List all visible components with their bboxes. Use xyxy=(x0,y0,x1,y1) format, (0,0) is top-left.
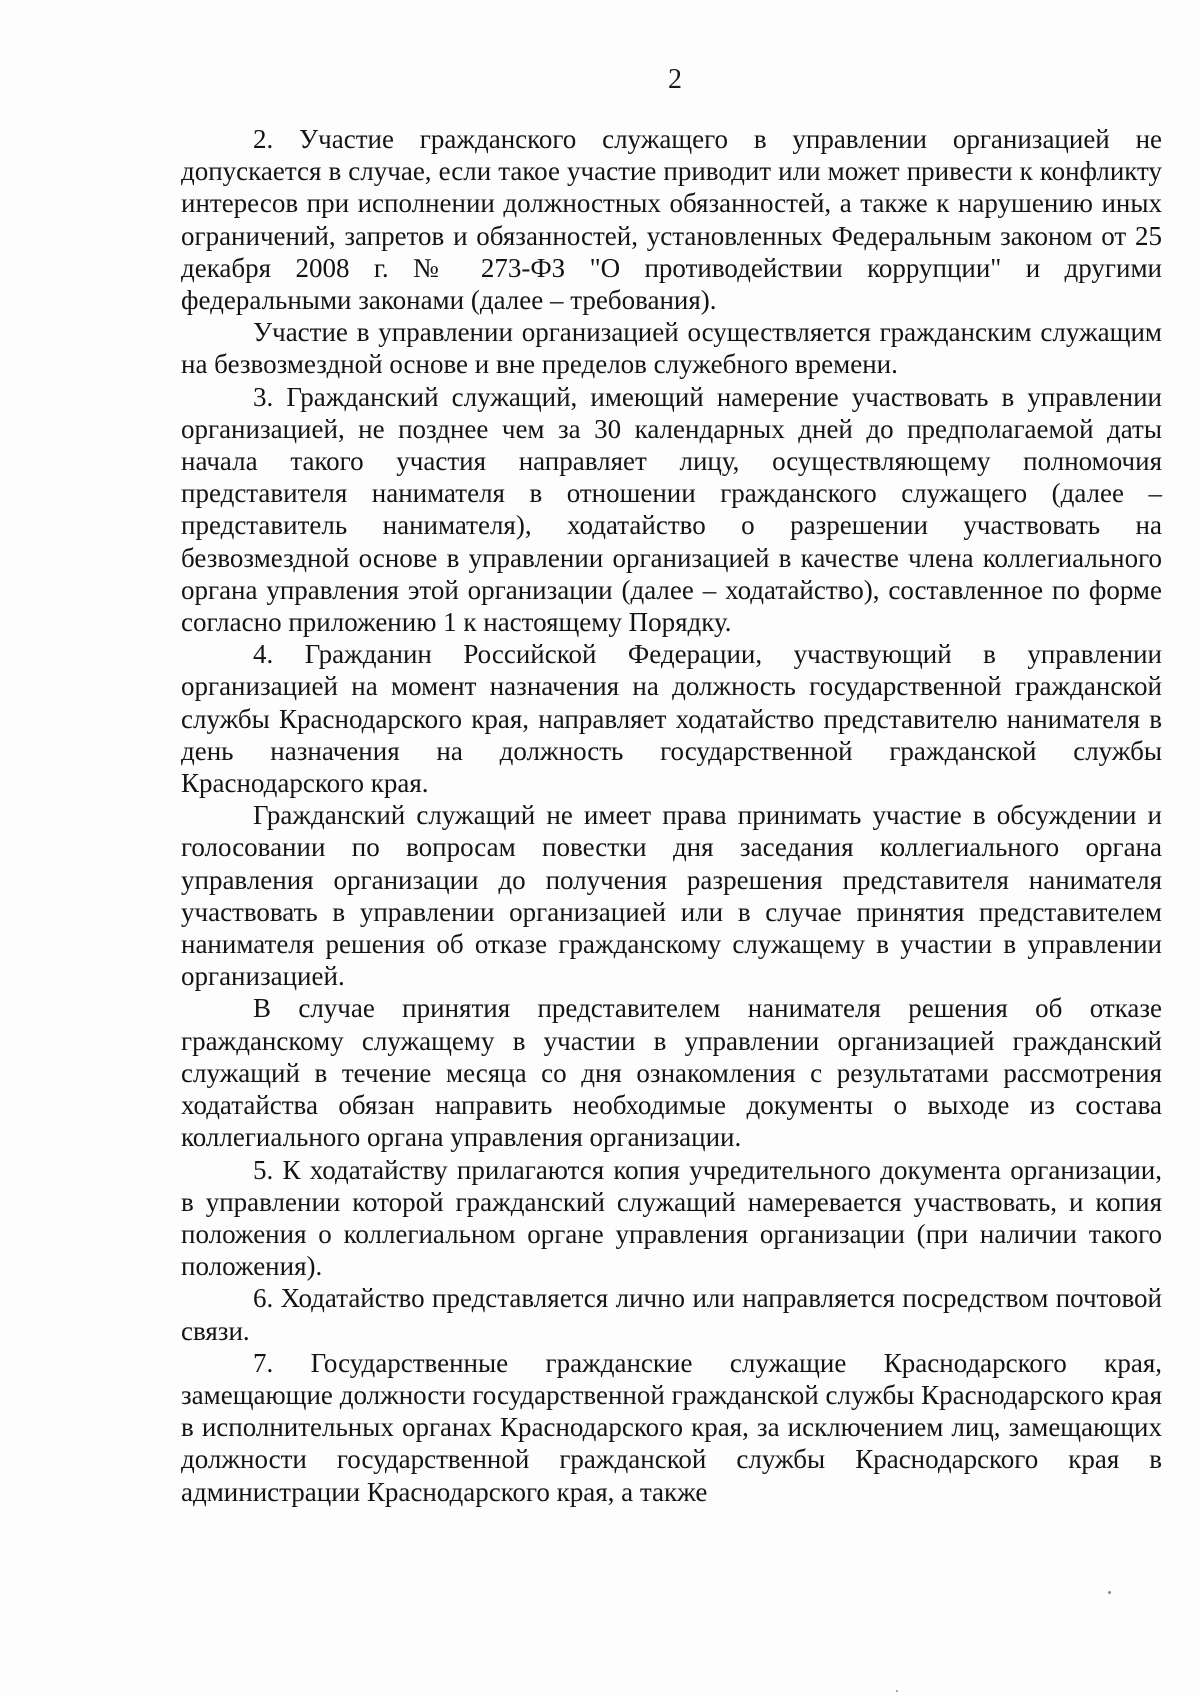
page-number: 2 xyxy=(668,64,682,95)
paragraph-6: 6. Ходатайство представляется лично или направляется посредством почтовой связи. xyxy=(181,1283,1162,1346)
paragraph-5: 5. К ходатайству прилагаются копия учредительного документа организации, в управлении которой гражданский служащий намеревается участвовать, и копия положения о коллегиальном органе управления организации (при наличии такого положения). xyxy=(181,1154,1162,1282)
document-body xyxy=(181,123,1162,1508)
paragraph-3: 3. Гражданский служащий, имеющий намерение участвовать в управлении организацией, не позднее чем за 30 календарных дней до предполагаемой даты начала такого участия направляет лицу, осуществляющему полномочия представителя нанимателя в отношении гражданского служащего (далее – представитель нанимателя), ходатайство о разрешении участвовать на безвозмездной основе в управлении организацией в качестве члена коллегиального органа управления этой организации (далее – ходатайство), составленное по форме согласно приложению 1 к настоящему Порядку. xyxy=(181,381,1162,638)
paragraph-4-refusal: В случае принятия представителем нанимателя решения об отказе гражданскому служащему в участии в управлении организацией гражданский служащий в течение месяца со дня ознакомления с результатами рассмотрения ходатайства обязан направить необходимые документы о выходе из состава коллегиального органа управления организации. xyxy=(181,993,1162,1153)
scan-speck xyxy=(896,1690,898,1692)
paragraph-2: 2. Участие гражданского служащего в управлении организацией не допускается в случае, если такое участие приводит или может привести к конфликту интересов при исполнении должностных обязанностей, а также к нарушению иных ограничений, запретов и обязанностей, установленных Федеральным законом от 25 декабря 2008 г. № 273-ФЗ "О противодействии коррупции" и другими федеральными законами (далее – требования). xyxy=(181,124,1162,316)
paragraph-2-participation: Участие в управлении организацией осуществляется гражданским служащим на безвозмездной основе и вне пределов служебного времени. xyxy=(181,317,1162,380)
paragraph-4: 4. Гражданин Российской Федерации, участвующий в управлении организацией на момент назначения на должность государственной гражданской службы Краснодарского края, направляет ходатайство представителю нанимателя в день назначения на должность государственной гражданской службы Краснодарского края. xyxy=(181,639,1162,799)
paragraph-4-no-right: Гражданский служащий не имеет права принимать участие в обсуждении и голосовании по вопросам повестки дня заседания коллегиального органа управления организации до получения разрешения представителя нанимателя участвовать в управлении организацией или в случае принятия представителем нанимателя решения об отказе гражданскому служащему в участии в управлении организацией. xyxy=(181,800,1162,992)
paragraph-7: 7. Государственные гражданские служащие Краснодарского края, замещающие должности государственной гражданской службы Краснодарского края в исполнительных органах Краснодарского края, за исключением лиц, замещающих должности государственной гражданской службы Краснодарского края в администрации Краснодарского края, а также xyxy=(181,1347,1162,1507)
scan-speck xyxy=(1108,1591,1111,1594)
